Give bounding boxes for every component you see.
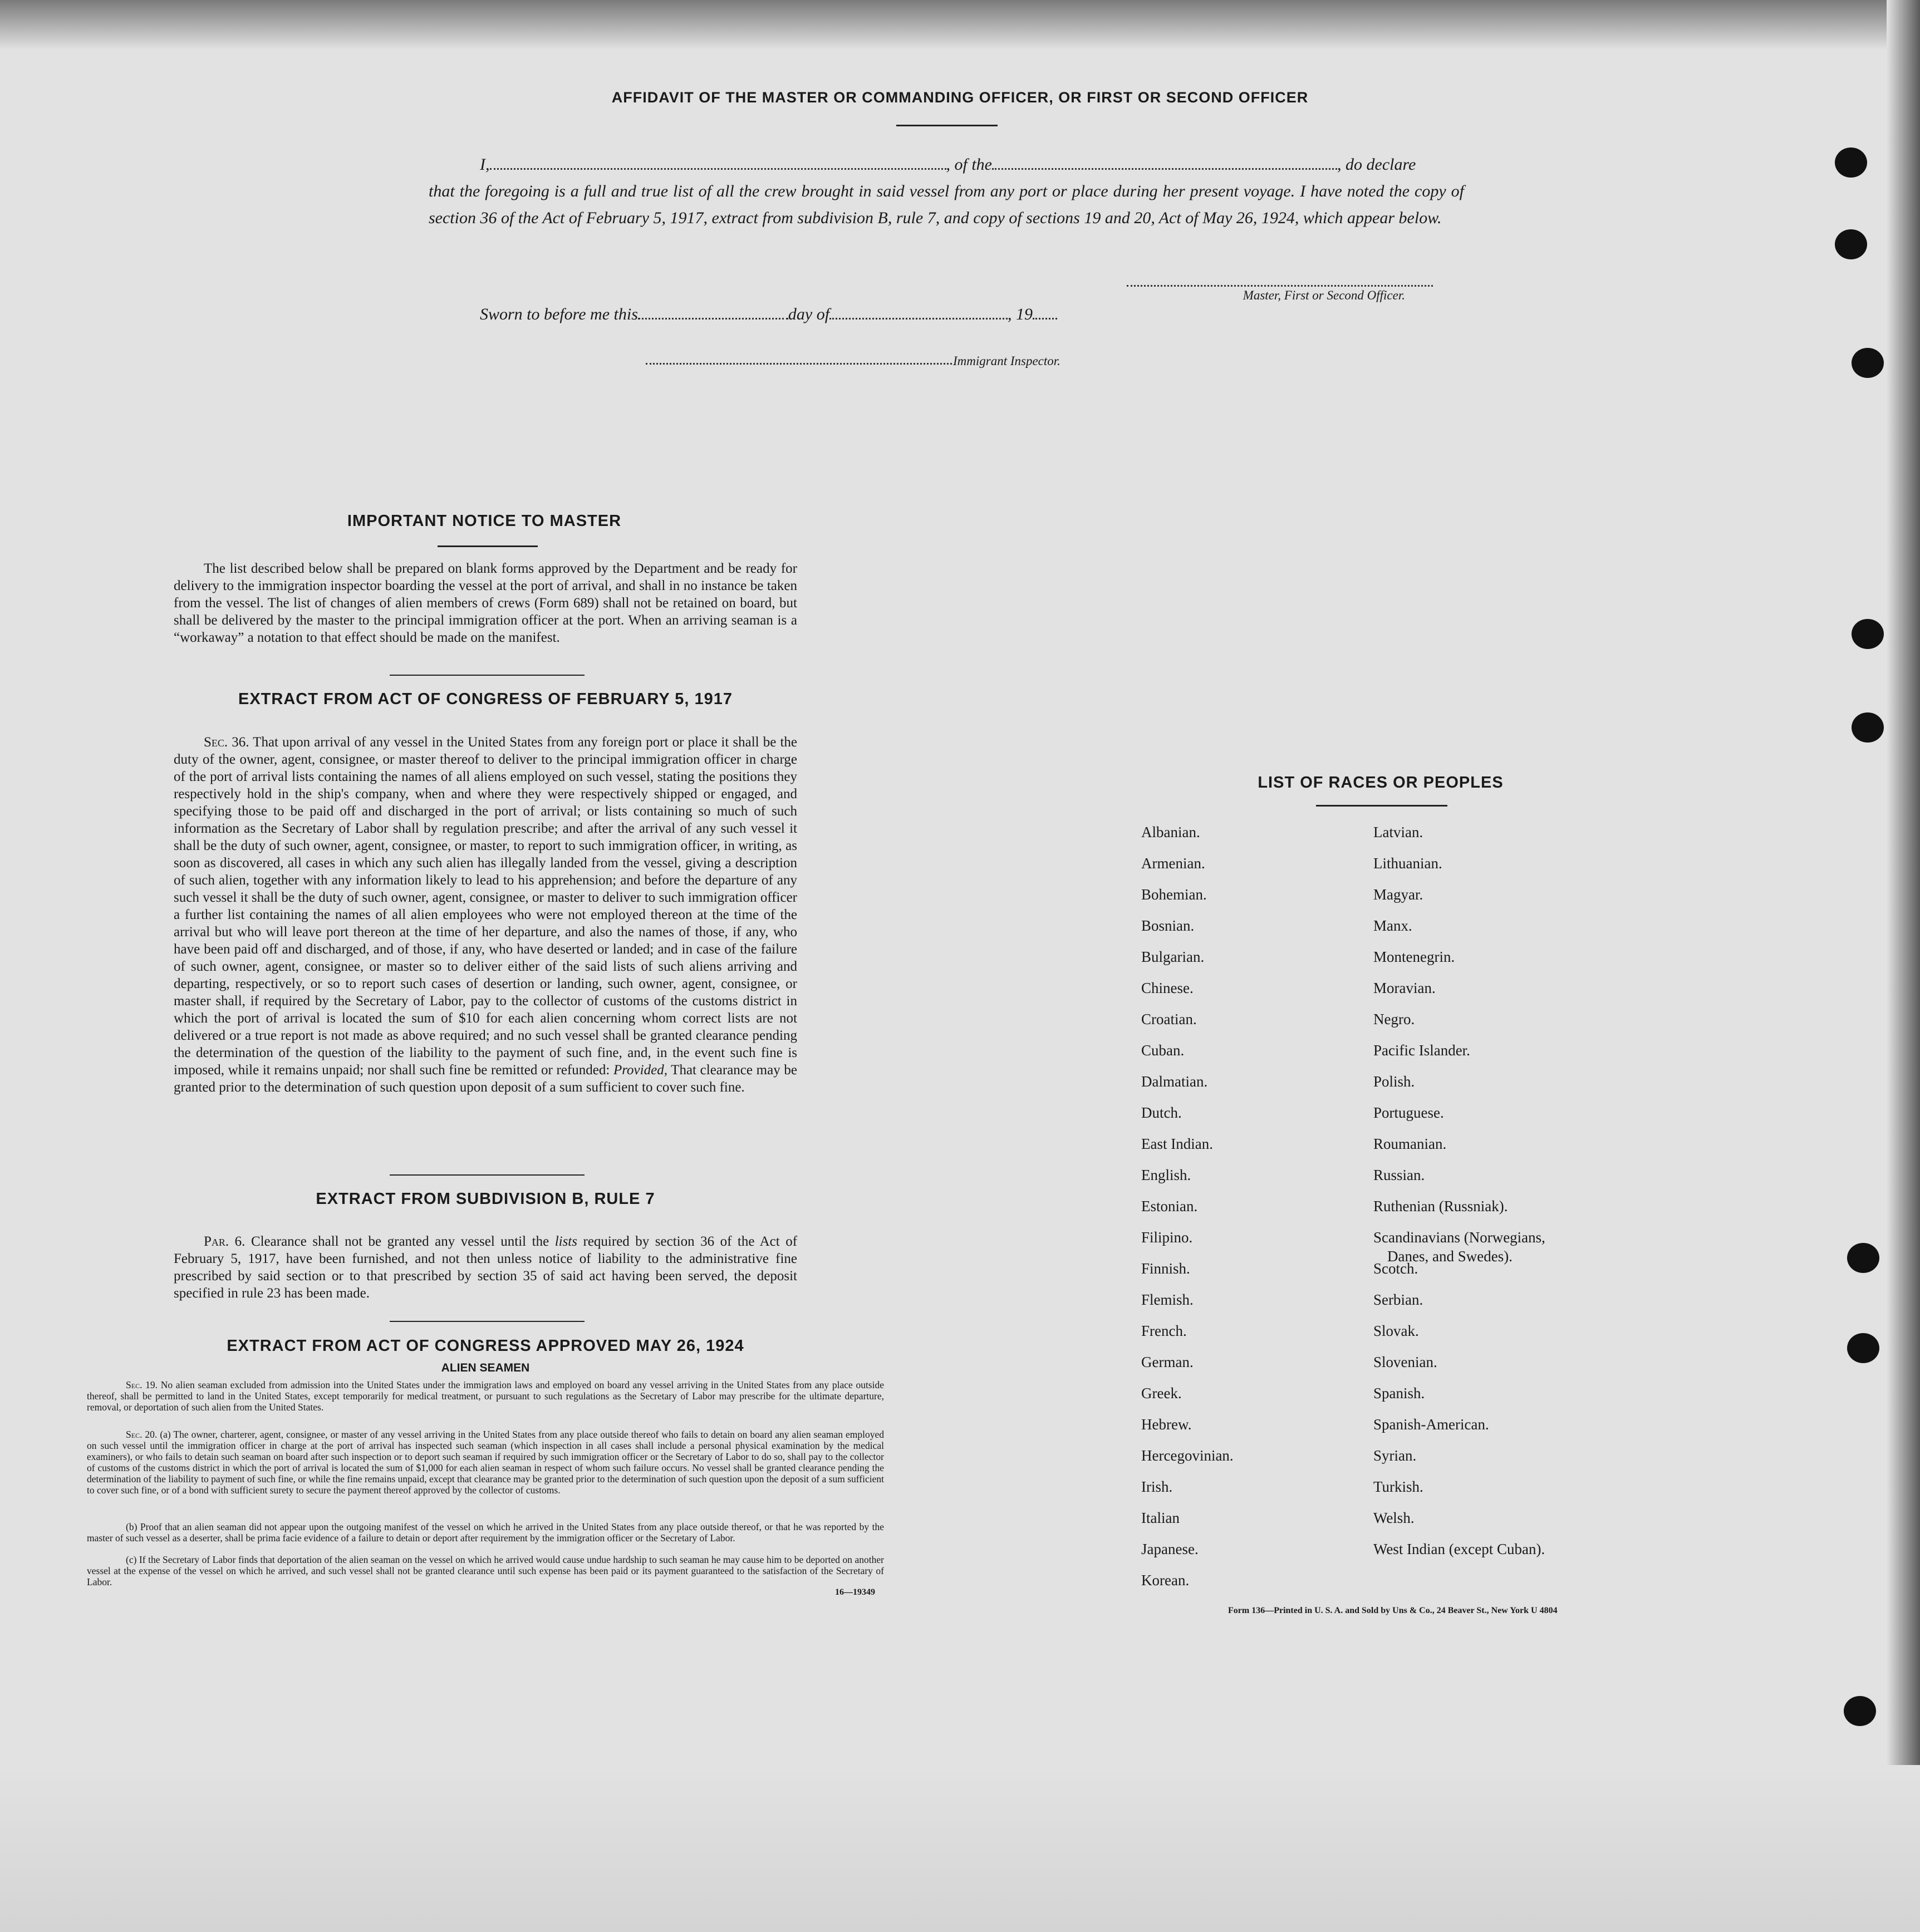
inspector-label: Immigrant Inspector. xyxy=(953,354,1060,368)
race-item: Hebrew. xyxy=(1141,1416,1192,1433)
form-number: 16—19349 xyxy=(835,1587,875,1597)
declare-text: , do declare xyxy=(1337,155,1416,174)
race-item: Manx. xyxy=(1373,917,1412,934)
master-signature-label: Master, First or Second Officer. xyxy=(1243,288,1405,302)
race-item: Hercegovinian. xyxy=(1141,1447,1234,1464)
par6-label: Par. 6. xyxy=(204,1234,245,1249)
race-item: Spanish. xyxy=(1373,1385,1425,1402)
sworn-month-blank[interactable] xyxy=(829,318,1008,319)
race-item: Latvian. xyxy=(1373,824,1423,840)
affidavit-title: AFFIDAVIT OF THE MASTER OR COMMANDING OFFICER, OR FIRST OR SECOND OFFICER xyxy=(611,89,1309,106)
declaration-body: that the foregoing is a full and true list of all the crew brought in said vessel from any port or place during her present voyage. I have noted the copy of section 36 of the Act of February 5, 1917, extract from subdivision B, rule 7, and copy of sections 19 and 20, Act of May 26, 1924, which appear below. xyxy=(429,182,1464,227)
race-item: Magyar. xyxy=(1373,886,1423,903)
race-item: Russian. xyxy=(1373,1167,1425,1183)
notice-body: The list described below shall be prepared on blank forms approved by the Department and be ready for delivery to the immigration inspector boarding the vessel at the port of arrival, and shall in no instance be taken from the vessel. The list of changes of alien members of crews (Form 689) shall not be retained on board, but shall be delivered by the master to the principal immigration officer at the port. When an arriving seaman is a “workaway” a notation to that effect should be made on the manifest. xyxy=(174,561,797,645)
race-item: Ruthenian (Russniak). xyxy=(1373,1198,1508,1215)
printer-footer: Form 136—Printed in U. S. A. and Sold by Uns & Co., 24 Beaver St., New York U 4804 xyxy=(1228,1606,1558,1615)
race-item: Korean. xyxy=(1141,1572,1190,1589)
race-item: Pacific Islander. xyxy=(1373,1042,1470,1059)
race-item: Moravian. xyxy=(1373,980,1436,996)
race-item: Scotch. xyxy=(1373,1260,1418,1277)
sworn-day-blank[interactable] xyxy=(638,318,788,319)
race-item: Montenegrin. xyxy=(1373,948,1455,965)
sworn-year: , 19 xyxy=(1008,305,1033,323)
race-item: Armenian. xyxy=(1141,855,1205,872)
races-title: LIST OF RACES OR PEOPLES xyxy=(1258,774,1504,792)
par6-text-a: Clearance shall not be granted any vessel until the xyxy=(251,1234,549,1249)
punch-hole xyxy=(1852,619,1884,649)
vessel-blank[interactable] xyxy=(992,168,1337,170)
race-item: Irish. xyxy=(1141,1478,1173,1495)
sworn-day-of: day of xyxy=(788,305,830,323)
race-item: Italian xyxy=(1141,1510,1180,1526)
punch-hole xyxy=(1852,348,1884,378)
lists-word: lists xyxy=(554,1234,577,1249)
race-item: Cuban. xyxy=(1141,1042,1185,1059)
sworn-year-blank[interactable] xyxy=(1033,318,1057,319)
race-item: Polish. xyxy=(1373,1073,1415,1090)
punch-hole xyxy=(1835,148,1867,178)
race-item: Slovenian. xyxy=(1373,1354,1437,1370)
section-divider xyxy=(438,545,538,547)
race-item: Filipino. xyxy=(1141,1229,1193,1246)
name-blank[interactable] xyxy=(490,168,946,170)
section-divider xyxy=(390,675,585,676)
extract-1917-body xyxy=(174,734,797,1096)
race-item: Bulgarian. xyxy=(1141,948,1205,965)
race-item: Scandinavians (Norwegians, xyxy=(1373,1229,1545,1246)
inspector-signature-line[interactable] xyxy=(646,363,952,365)
punch-hole xyxy=(1835,229,1867,259)
vessel-prefix: , of the xyxy=(946,155,992,174)
race-item: Bohemian. xyxy=(1141,886,1207,903)
race-item: Chinese. xyxy=(1141,980,1194,996)
race-item: German. xyxy=(1141,1354,1194,1370)
race-item: Slovak. xyxy=(1373,1323,1419,1339)
sworn-line xyxy=(480,305,1057,324)
master-signature-line[interactable] xyxy=(1127,285,1433,287)
race-item: East Indian. xyxy=(1141,1135,1213,1152)
extract-1924-title: EXTRACT FROM ACT OF CONGRESS APPROVED MAY 26, 1924 xyxy=(227,1337,744,1355)
race-item: Welsh. xyxy=(1373,1510,1415,1526)
par6-text-b: required by section 36 of the Act of February 5, 1917, have been furnished, and not then unless notice of liability to the administrative fine prescribed by said section or to that prescribed by section 35 of said act having been served, the deposit specified in rule 23 has been made. xyxy=(174,1234,798,1301)
scan-bottom-area xyxy=(0,1765,1920,1932)
race-item: Spanish-American. xyxy=(1373,1416,1489,1433)
race-item: Negro. xyxy=(1373,1011,1415,1028)
sec20a-text: (a) The owner, charterer, agent, consignee, or master of any vessel arriving in the United States from any place outside thereof who fails to detain on board any alien seaman employed on such vessel until the immigration officer in charge at the port of arrival has inspected such seaman (which inspection in all cases shall include a personal physical examination by the medical examiners), or who fails to detain such seaman on board after such inspection or to deport such seaman if required by such immigration officer or the Secretary of Labor to do so, shall pay to the collector of customs of the customs district in which the port of arrival is located the sum of $1,000 for each alien seaman in respect of whom such failure occurs. No vessel shall be granted clearance pending the determination of the liability to payment of such fine, or while the fine remains unpaid, except that clearance may be granted prior to the determination of such question upon the deposit of a sum sufficient to cover such fine, or of a bond with sufficient surety to secure the payment thereof approved by the collector of customs. xyxy=(87,1429,884,1496)
extract-rule7-title: EXTRACT FROM SUBDIVISION B, RULE 7 xyxy=(316,1190,655,1208)
race-item: Albanian. xyxy=(1141,824,1200,840)
declarant-prefix: I, xyxy=(480,155,490,174)
punch-hole xyxy=(1847,1243,1879,1273)
extract-rule7-body xyxy=(174,1233,797,1302)
alien-seamen-subtitle: ALIEN SEAMEN xyxy=(441,1361,530,1374)
sec19-label: Sec. 19. xyxy=(126,1379,158,1390)
race-item: Syrian. xyxy=(1373,1447,1417,1464)
scan-right-edge xyxy=(1887,0,1920,1932)
sec19-paragraph xyxy=(87,1379,884,1413)
sec20b-paragraph: (b) Proof that an alien seaman did not appear upon the outgoing manifest of the vessel on which he arrived in the United States from any place outside thereof, or that he was reported by the master of such vessel as a deserter, shall be prima facie evidence of a failure to detain or deport after requirement by the immigration officer or the Secretary of Labor. xyxy=(87,1521,884,1543)
race-item: Dutch. xyxy=(1141,1104,1182,1121)
title-underline xyxy=(896,125,998,126)
sec36-label: Sec. 36. xyxy=(204,735,249,750)
race-item: Portuguese. xyxy=(1373,1104,1444,1121)
sec19-text: No alien seaman excluded from admission into the United States under the immigration laws and employed on board any vessel arriving in the United States from any place outside thereof, shall be permitted to land in the United States, except temporarily for medical treatment, or pursuant to such regulations as the Secretary of Labor may prescribe for the ultimate departure, removal, or deportation of such alien from the United States. xyxy=(87,1379,885,1413)
race-item: Turkish. xyxy=(1373,1478,1423,1495)
sec20a-paragraph xyxy=(87,1429,884,1496)
affidavit-declaration xyxy=(429,151,1464,232)
races-underline xyxy=(1316,805,1447,807)
race-item: Estonian. xyxy=(1141,1198,1198,1215)
sec20-label: Sec. 20. xyxy=(126,1429,158,1440)
extract-1917-title: EXTRACT FROM ACT OF CONGRESS OF FEBRUARY 5, 1917 xyxy=(238,690,733,708)
race-item: English. xyxy=(1141,1167,1191,1183)
section-divider xyxy=(390,1174,585,1176)
scan-top-shadow xyxy=(0,0,1920,50)
race-item: French. xyxy=(1141,1323,1187,1339)
race-item: West Indian (except Cuban). xyxy=(1373,1541,1545,1557)
provided-word: Provided, xyxy=(613,1063,667,1078)
punch-hole xyxy=(1847,1333,1879,1363)
race-item: Flemish. xyxy=(1141,1291,1194,1308)
sec20c-paragraph: (c) If the Secretary of Labor finds that deportation of the alien seaman on the vessel on which he arrived would cause undue hardship to such seaman he may cause him to be deported on another vessel at the expense of the vessel on which he arrived, and such vessel shall not be granted clearance until such expense has been paid or its payment guaranteed to the satisfaction of the Secretary of Labor. xyxy=(87,1554,884,1587)
race-item: Bosnian. xyxy=(1141,917,1195,934)
sec36-text-a: That upon arrival of any vessel in the United States from any foreign port or place it shall be the duty of the owner, agent, consignee, or master thereof to deliver to the principal immigration officer in charge of the port of arrival lists containing the names of all aliens employed on such vessel, stating the positions they respectively hold in the ship's company, when and where they were respectively shipped or engaged, and specifying those to be paid off and discharged in the port of arrival; or lists containing so much of such information as the Secretary of Labor shall by regulation prescribe; and after the arrival of any such vessel it shall be the duty of such owner, agent, consignee, or master, to report to such immigration officer, in writing, as soon as discovered, all cases in which any such alien has illegally landed from the vessel, giving a description of such alien, together with any information likely to lead to his apprehension; and before the departure of any such vessel it shall be the duty of such owner, agent, consignee, or master to deliver to such immigration officer a further list containing the names of all alien employees who were not employed thereon at the time of the arrival but who will leave port thereon at the time of her departure, and also the names of those, if any, who have been paid off and discharged, and of those, if any, who have deserted or landed; and in case of the failure of such owner, agent, consignee, or master so to deliver either of the said lists of such aliens arriving and departing, respectively, or so to report such cases of desertion or landing, such owner, agent, consignee, or master shall, if required by the Secretary of Labor, pay to the collector of customs of the customs district in which the port of arrival is located the sum of $10 for each alien concerning whom correct lists are not delivered or a true report is not made as above required; and no such vessel shall be granted clearance pending the determination of the question of the liability to the payment of such fine, and, in the event such fine is imposed, while it remains unpaid; nor shall such fine be remitted or refunded: xyxy=(174,735,797,1078)
notice-title: IMPORTANT NOTICE TO MASTER xyxy=(347,512,622,530)
sec36-text-b: That clearance may be granted prior to the determination of such question upon deposit of a sum sufficient to cover such fine. xyxy=(174,1063,797,1095)
race-item: Danes, and Swedes). xyxy=(1387,1248,1513,1265)
race-item: Japanese. xyxy=(1141,1541,1199,1557)
race-item: Finnish. xyxy=(1141,1260,1190,1277)
race-item: Greek. xyxy=(1141,1385,1182,1402)
punch-hole xyxy=(1844,1696,1876,1726)
punch-hole xyxy=(1852,712,1884,743)
race-item: Serbian. xyxy=(1373,1291,1423,1308)
race-item: Roumanian. xyxy=(1373,1135,1447,1152)
race-item: Lithuanian. xyxy=(1373,855,1442,872)
section-divider xyxy=(390,1321,585,1322)
race-item: Dalmatian. xyxy=(1141,1073,1208,1090)
race-item: Croatian. xyxy=(1141,1011,1197,1028)
sworn-prefix: Sworn to before me this xyxy=(480,305,638,323)
